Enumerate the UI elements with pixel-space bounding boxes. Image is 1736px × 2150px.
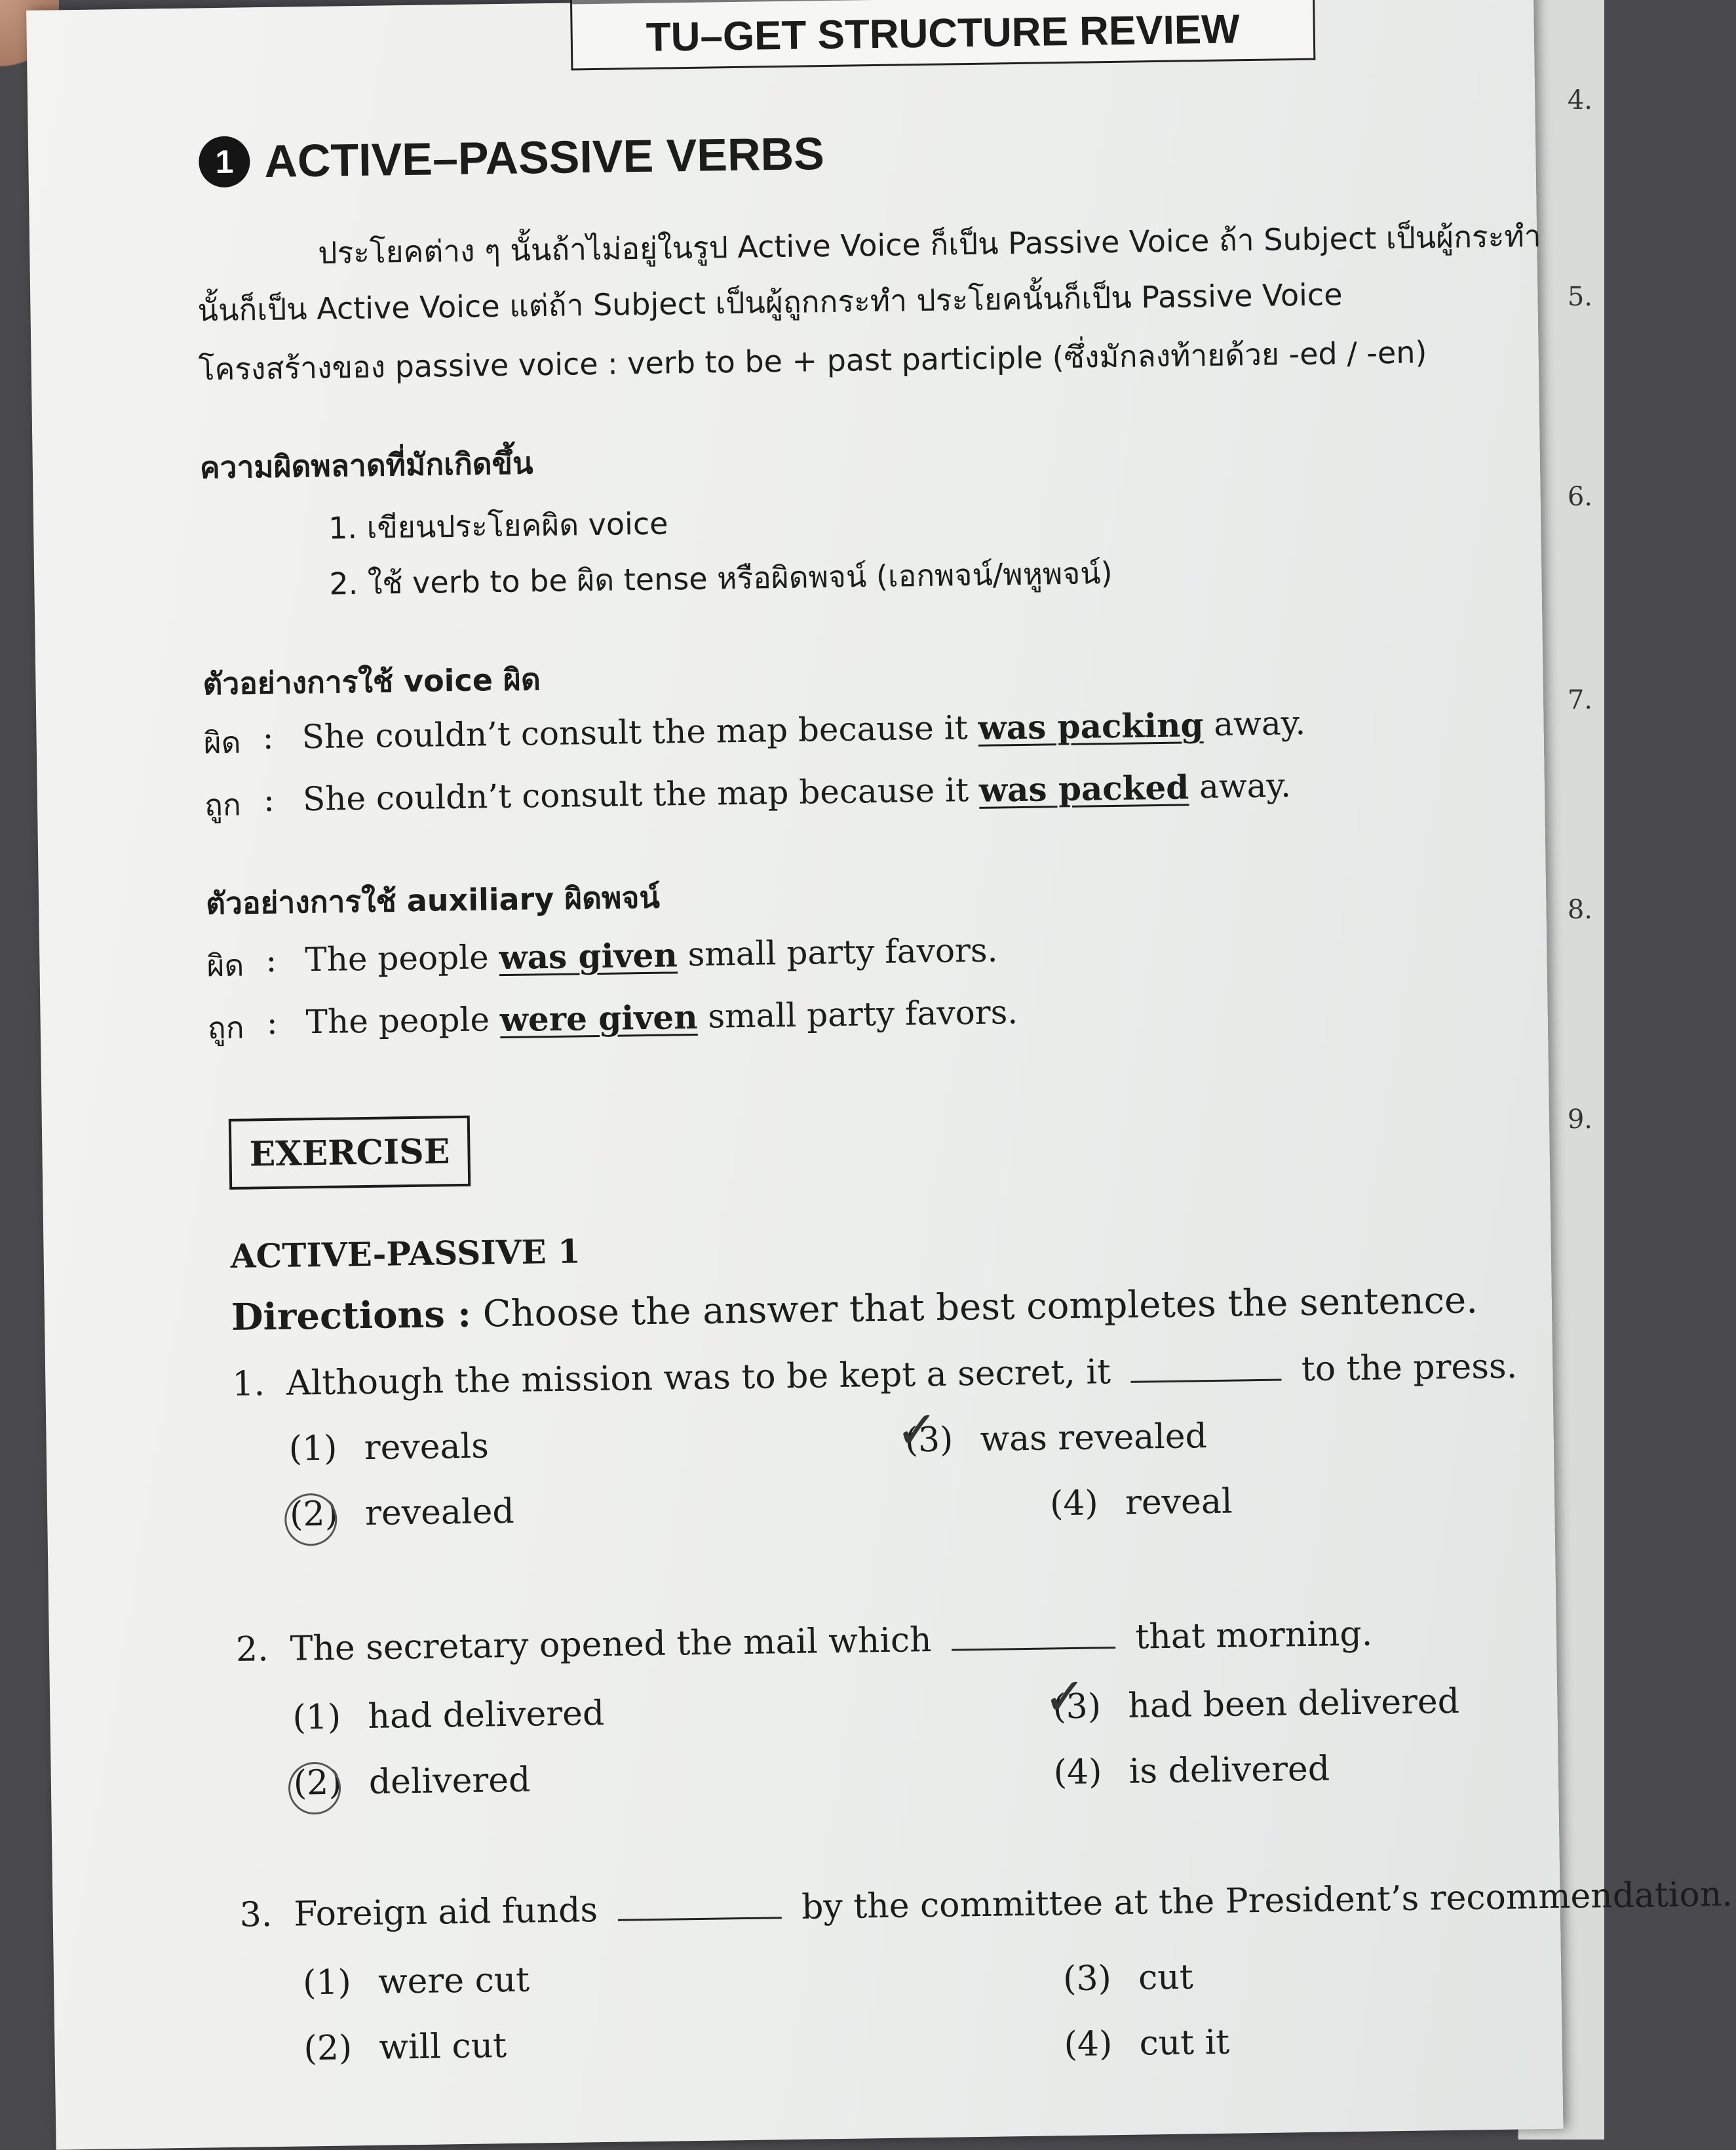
option-number: (4) xyxy=(1053,1752,1102,1793)
aux-example-heading: ตัวอย่างการใช้ auxiliary ผิดพจน์ xyxy=(205,879,661,922)
question-number: 3. xyxy=(239,1895,273,1935)
option-number: (4) xyxy=(1064,2024,1113,2065)
underlined-phrase: was packing xyxy=(978,705,1204,747)
exercise-box: EXERCISE xyxy=(229,1116,471,1190)
side-number: 6. xyxy=(1567,482,1592,512)
side-number: 8. xyxy=(1567,895,1592,925)
option-number: (1) xyxy=(288,1428,338,1469)
question-text: Although the mission was to be kept a secret, it xyxy=(286,1352,1111,1403)
side-number: 5. xyxy=(1567,282,1592,312)
side-number: 7. xyxy=(1567,685,1592,715)
voice-wrong-example: ผิด : She couldn’t consult the map because it was packing away. xyxy=(203,704,1306,767)
option-text: revealed xyxy=(364,1491,515,1534)
example-text: She couldn’t consult the map because it xyxy=(301,708,979,756)
section-title-text: ACTIVE–PASSIVE VERBS xyxy=(263,128,825,187)
question-text: by the committee at the President’s recommendation. xyxy=(801,1874,1733,1927)
aux-right-example: ถูก : The people were given small party favors. xyxy=(207,993,1018,1052)
option-text: reveals xyxy=(364,1426,490,1468)
side-number: 4. xyxy=(1567,85,1592,115)
answer-blank xyxy=(1131,1379,1282,1383)
underlined-phrase: was packed xyxy=(978,768,1189,810)
option-number: (2) xyxy=(303,2028,353,2069)
side-number: 9. xyxy=(1567,1104,1592,1135)
option-3-2[interactable] xyxy=(303,2026,507,2068)
option-1-4[interactable] xyxy=(1050,1482,1233,1524)
example-text: away. xyxy=(1188,766,1292,806)
mistakes-heading: ความผิดพลาดที่มักเกิดขึ้น xyxy=(199,445,533,486)
wrong-label: ผิด xyxy=(203,724,241,761)
option-text: was revealed xyxy=(980,1417,1208,1459)
section-title xyxy=(199,127,825,188)
option-2-4[interactable] xyxy=(1053,1749,1330,1793)
underlined-phrase: were given xyxy=(499,997,698,1040)
section-number-badge: 1 xyxy=(199,136,250,187)
underlined-phrase: was given xyxy=(499,935,678,977)
example-text: small party favors. xyxy=(677,931,998,974)
option-text: cut it xyxy=(1139,2022,1230,2063)
option-3-4[interactable] xyxy=(1064,2023,1229,2065)
mistake-item: 1. เขียนประโยคผิด voice xyxy=(328,505,668,546)
ticked-option-number: (3) ✓ xyxy=(1052,1687,1128,1727)
directions xyxy=(231,1278,1478,1339)
option-text: reveal xyxy=(1125,1481,1233,1523)
intro-line-2: นั้นก็เป็น Active Voice แต่ถ้า Subject เป็นผู้ถูกกระทำ ประโยคนั้นก็เป็น Passive Voice xyxy=(197,277,1343,328)
example-text: The people xyxy=(304,938,499,979)
document-page xyxy=(26,0,1733,2150)
option-text: will cut xyxy=(379,2026,507,2067)
question-1 xyxy=(232,1346,1518,1403)
circled-option-number: (2) xyxy=(293,1763,369,1803)
exercise-subtitle: ACTIVE-PASSIVE 1 xyxy=(230,1232,581,1276)
page-header: TU–GET STRUCTURE REVIEW xyxy=(570,0,1316,70)
option-text: cut xyxy=(1138,1957,1194,1998)
option-2-2[interactable] xyxy=(293,1761,530,1803)
directions-text: Choose the answer that best completes the sentence. xyxy=(471,1279,1478,1336)
question-3 xyxy=(239,1875,1733,1935)
ticked-option-number: (3) ✓ xyxy=(904,1420,980,1460)
directions-label: Directions : xyxy=(231,1292,472,1339)
question-text: Foreign aid funds xyxy=(293,1890,598,1934)
option-1-2[interactable] xyxy=(290,1492,514,1534)
example-text: away. xyxy=(1203,703,1306,744)
question-number: 1. xyxy=(231,1364,265,1404)
voice-example-heading: ตัวอย่างการใช้ voice ผิด xyxy=(203,661,541,702)
aux-wrong-example: ผิด : The people was given small party favors. xyxy=(206,931,998,990)
right-label: ถูก xyxy=(207,1009,244,1046)
option-number: (3) xyxy=(1062,1959,1112,1999)
option-2-1[interactable] xyxy=(292,1694,604,1738)
option-1-3[interactable] xyxy=(904,1417,1207,1460)
option-text: were cut xyxy=(377,1960,530,2002)
option-number: (1) xyxy=(292,1697,341,1738)
wrong-label: ผิด xyxy=(206,947,244,984)
circled-option-number: (2) xyxy=(290,1494,366,1534)
right-label: ถูก xyxy=(204,787,242,823)
question-text: to the press. xyxy=(1301,1346,1518,1390)
example-text: The people xyxy=(305,1000,501,1042)
example-text: small party favors. xyxy=(697,993,1018,1036)
intro-line-1: ประโยคต่าง ๆ นั้นถ้าไม่อยู่ในรูป Active Voice ก็เป็น Passive Voice ถ้า Subject เป็นผู้กระทำ xyxy=(317,218,1541,271)
option-text: had been delivered xyxy=(1127,1681,1460,1726)
intro-line-3: โครงสร้างของ passive voice : verb to be + past participle (ซึ่งมักลงท้ายด้วย -ed / -en) xyxy=(198,334,1427,387)
voice-right-example: ถูก : She couldn’t consult the map because it was packed away. xyxy=(204,766,1292,829)
mistake-item: 2. ใช้ verb to be ผิด tense หรือผิดพจน์ (เอกพจน์/พหูพจน์) xyxy=(328,555,1113,602)
option-text: delivered xyxy=(368,1760,531,1803)
question-text: The secretary opened the mail which xyxy=(290,1620,932,1669)
answer-blank xyxy=(952,1647,1115,1651)
option-2-3[interactable] xyxy=(1052,1682,1459,1727)
question-2 xyxy=(236,1614,1373,1670)
answer-blank xyxy=(618,1917,782,1921)
option-text: is delivered xyxy=(1128,1749,1330,1791)
option-text: had delivered xyxy=(368,1693,605,1737)
option-1-1[interactable] xyxy=(288,1426,489,1468)
option-number: (4) xyxy=(1049,1483,1099,1524)
example-text: She couldn’t consult the map because it xyxy=(302,770,980,819)
option-number: (1) xyxy=(302,1963,352,2003)
question-number: 2. xyxy=(235,1630,269,1670)
option-3-3[interactable] xyxy=(1063,1957,1193,1999)
option-3-1[interactable] xyxy=(303,1961,530,2003)
question-text: that morning. xyxy=(1135,1614,1373,1657)
